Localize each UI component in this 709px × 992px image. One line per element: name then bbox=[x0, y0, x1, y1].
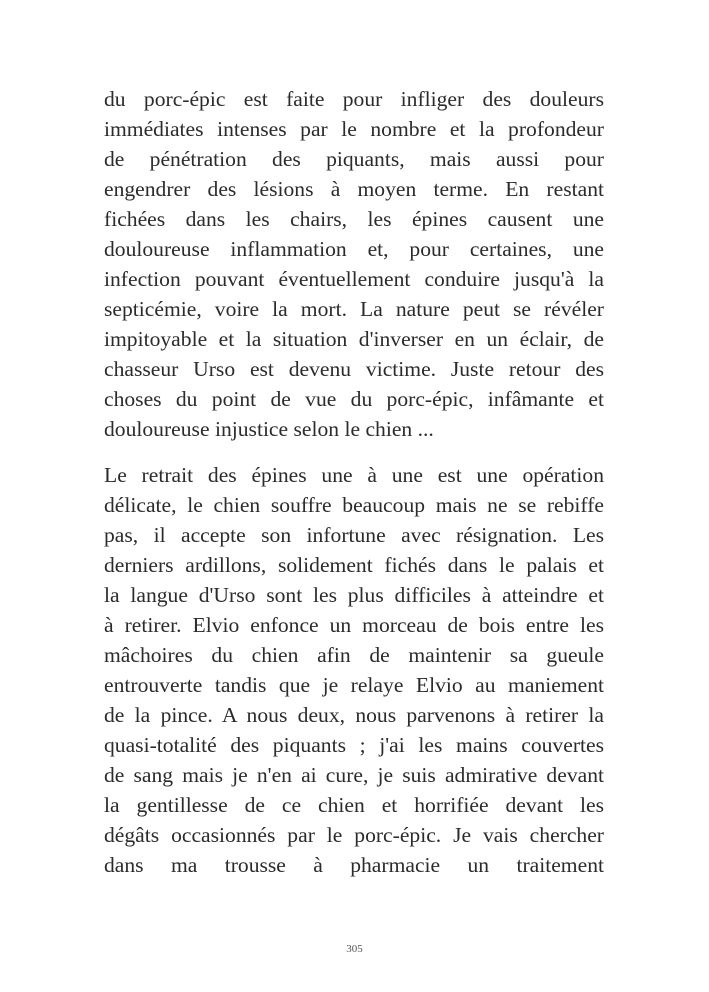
paragraph-2 bbox=[104, 460, 604, 880]
text-line: chasseur Urso est devenu victime. Juste retour des bbox=[104, 357, 604, 381]
text-line: Le retrait des épines une à une est une opération bbox=[104, 463, 604, 487]
paragraph-1 bbox=[104, 84, 604, 444]
text-line: la gentillesse de ce chien et horrifiée devant les bbox=[104, 793, 604, 817]
text-line: dans ma trousse à pharmacie un traitement bbox=[104, 853, 604, 877]
text-line: quasi-totalité des piquants ; j'ai les mains couvertes bbox=[104, 733, 604, 757]
text-line: septicémie, voire la mort. La nature peut se révéler bbox=[104, 297, 604, 321]
text-line: de sang mais je n'en ai cure, je suis admirative devant bbox=[104, 763, 604, 787]
page-number: 305 bbox=[346, 943, 363, 955]
text-line: derniers ardillons, solidement fichés dans le palais et bbox=[104, 553, 604, 577]
text-line: immédiates intenses par le nombre et la profondeur bbox=[104, 117, 604, 141]
text-line: engendrer des lésions à moyen terme. En restant bbox=[104, 177, 604, 201]
text-line: infection pouvant éventuellement conduire jusqu'à la bbox=[104, 267, 604, 291]
text-line: douloureuse injustice selon le chien ... bbox=[104, 417, 434, 441]
text-line: entrouverte tandis que je relaye Elvio au maniement bbox=[104, 673, 604, 697]
text-line: de la pince. A nous deux, nous parvenons à retirer la bbox=[104, 703, 604, 727]
text-line: pas, il accepte son infortune avec résignation. Les bbox=[104, 523, 604, 547]
text-line: du porc-épic est faite pour infliger des douleurs bbox=[104, 87, 604, 111]
text-line: dégâts occasionnés par le porc-épic. Je vais chercher bbox=[104, 823, 604, 847]
text-line: douloureuse inflammation et, pour certaines, une bbox=[104, 237, 604, 261]
text-line: impitoyable et la situation d'inverser en un éclair, de bbox=[104, 327, 604, 351]
page-body bbox=[104, 84, 604, 880]
text-line: choses du point de vue du porc-épic, infâmante et bbox=[104, 387, 604, 411]
text-line: de pénétration des piquants, mais aussi pour bbox=[104, 147, 604, 171]
text-line: mâchoires du chien afin de maintenir sa gueule bbox=[104, 643, 604, 667]
text-line: la langue d'Urso sont les plus difficiles à atteindre et bbox=[104, 583, 604, 607]
text-line: à retirer. Elvio enfonce un morceau de bois entre les bbox=[104, 613, 604, 637]
text-line: fichées dans les chairs, les épines causent une bbox=[104, 207, 604, 231]
text-line: délicate, le chien souffre beaucoup mais ne se rebiffe bbox=[104, 493, 604, 517]
